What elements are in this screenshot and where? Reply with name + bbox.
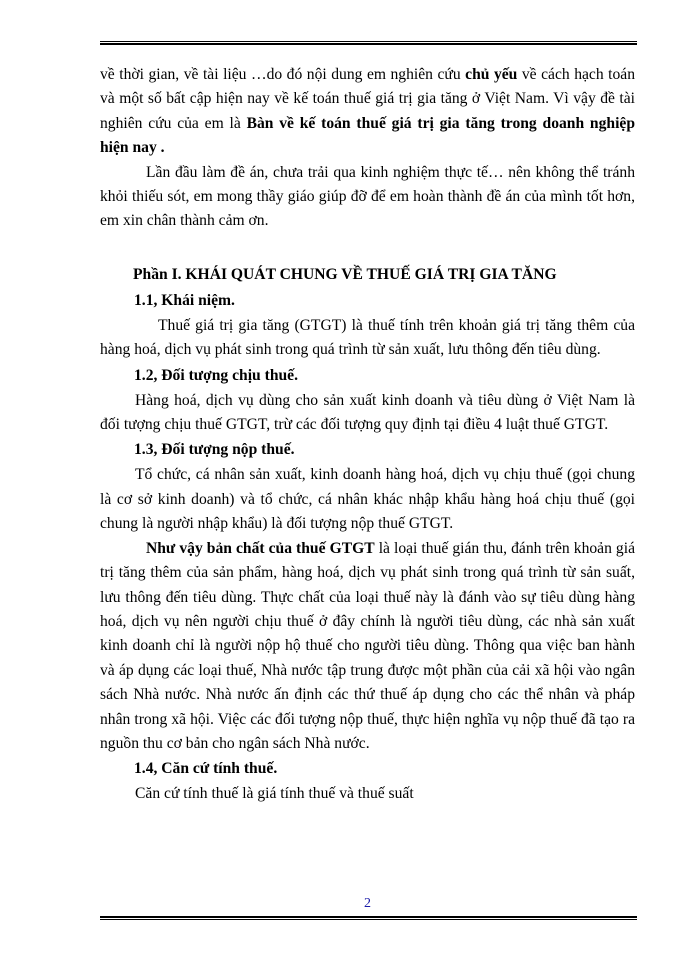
- intro-paragraph-1: [100, 63, 635, 161]
- footer-rule: [100, 916, 637, 920]
- intro-text: về cách hạch toán và một số bất cập hiện nay về kế toán thuế giá trị gia tăng ở Việt Nam. Vì vậy đề tài nghiên cứu của em là: [100, 66, 635, 132]
- header-rule: [100, 41, 637, 45]
- thesis-title: Bàn về kế toán thuế giá trị gia tăng trong doanh nghiệp hiện nay .: [100, 114, 635, 157]
- nature-paragraph: [100, 537, 635, 757]
- intro-emphasis: chủ yếu: [465, 66, 518, 83]
- section-heading-1-2: 1.2, Đối tượng chịu thuế.: [134, 366, 298, 384]
- section-heading-1-1: 1.1, Khái niệm.: [134, 291, 235, 309]
- section-text-1-2: Hàng hoá, dịch vụ dùng cho sản xuất kinh doanh và tiêu dùng ở Việt Nam là đối tượng chịu thuế GTGT, trừ các đối tượng quy định tại điều 4 luật thuế GTGT.: [100, 391, 635, 434]
- nature-emphasis: Như vậy bản chất của thuế GTGT: [146, 539, 375, 557]
- part-heading: Phần I. KHÁI QUÁT CHUNG VỀ THUẾ GIÁ TRỊ GIA TĂNG: [133, 265, 557, 283]
- intro-paragraph-2: Lần đầu làm đề án, chưa trải qua kinh nghiệm thực tế… nên không thể tránh khỏi thiếu sót, em mong thầy giáo giúp đỡ để em hoàn thành đề án của mình tốt hơn, em xin chân thành cảm ơn.: [100, 163, 635, 230]
- section-heading-1-4: 1.4, Căn cứ tính thuế.: [134, 760, 278, 778]
- section-heading-1-3: 1.3, Đối tượng nộp thuế.: [134, 441, 295, 459]
- page-number: 2: [364, 896, 371, 911]
- nature-text: là loại thuế gián thu, đánh trên khoản giá trị tăng thêm của sản phẩm, hàng hoá, dịch vụ phát sinh trong quá trình từ sản suất, lưu thông đến tiêu dùng. Thực chất của loại thuế này là đánh vào sự tiêu dùng hàng hoá, dịch vụ nên người chịu thuế ở đây chính là người tiêu dùng, các nhà sản xuất kinh doanh chỉ là người nộp hộ thuế cho người tiêu dùng. Thông qua việc ban hành và áp dụng các loại thuế, Nhà nước tập trung được một phần của cải xã hội vào ngân sách Nhà nước. Nhà nước ấn định các thứ thuế áp dụng cho các thể nhân và pháp nhân trong xã hội. Việc các đối tượng nộp thuế, thực hiện nghĩa vụ nộp thuế đã tạo ra nguồn thu cơ bản cho ngân sách Nhà nước.: [100, 539, 635, 752]
- section-text-1-3: Tổ chức, cá nhân sản xuất, kinh doanh hàng hoá, dịch vụ chịu thuế (gọi chung là cơ sở kinh doanh) và tổ chức, cá nhân khác nhập khẩu hàng hoá chịu thuế (gọi chung là người nhập khẩu) là đối tượng nộp thuế GTGT.: [100, 466, 635, 533]
- intro-text: về thời gian, về tài liệu …do đó nội dung em nghiên cứu: [100, 66, 466, 83]
- document-body: [100, 63, 635, 807]
- section-text-1-1: Thuế giá trị gia tăng (GTGT) là thuế tính trên khoản giá trị tăng thêm của hàng hoá, dịch vụ phát sinh trong quá trình từ sản xuất, lưu thông đến tiêu dùng.: [100, 316, 635, 359]
- section-text-1-4: Căn cứ tính thuế là giá tính thuế và thuế suất: [135, 785, 414, 803]
